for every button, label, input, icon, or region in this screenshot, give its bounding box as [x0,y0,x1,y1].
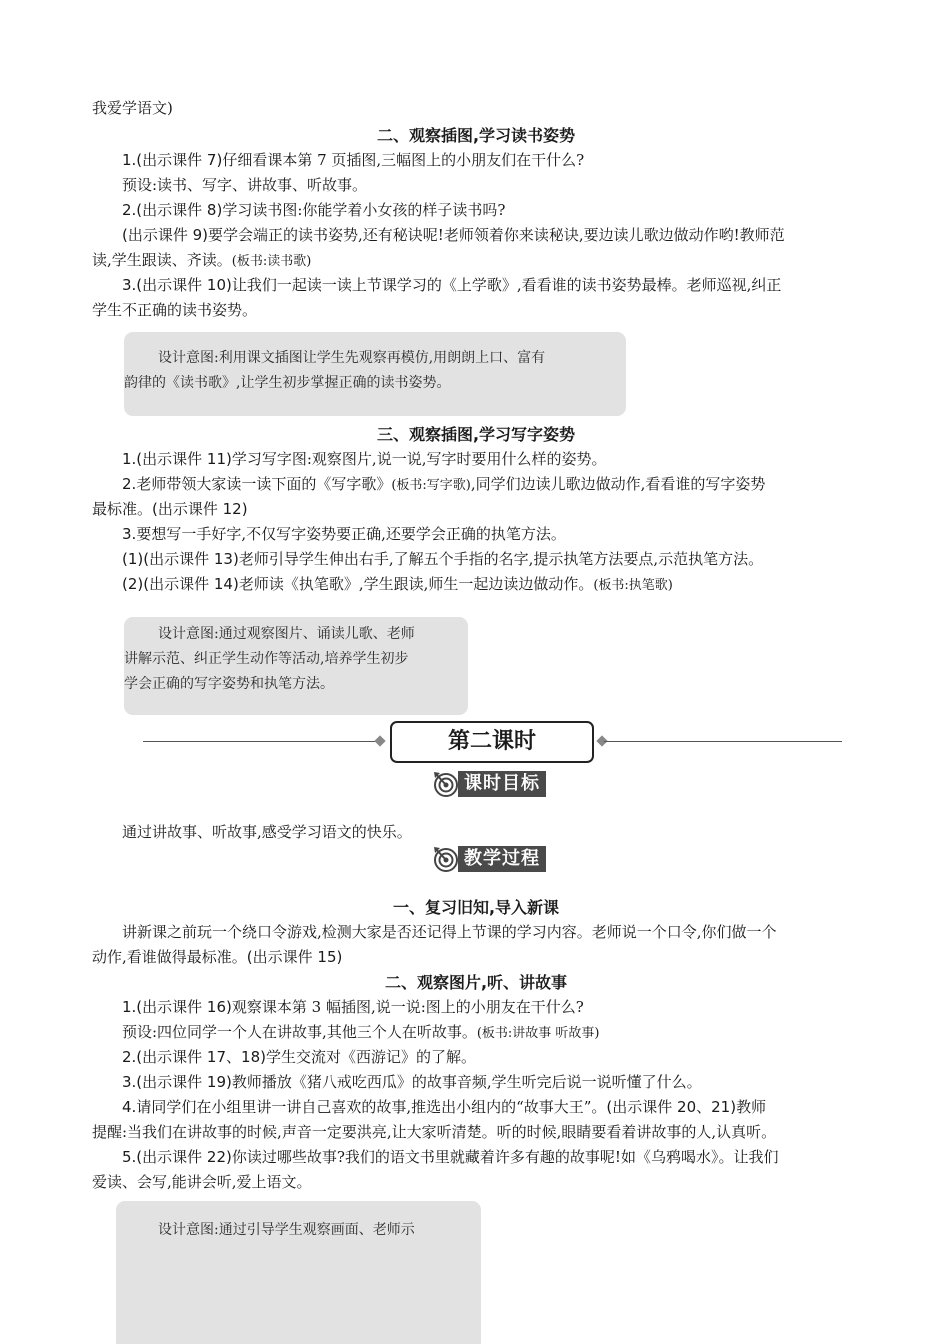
target-icon [432,770,460,798]
paragraph-continued: 爱读、会写,能讲会听,爱上语文。 [92,1173,312,1191]
board-note: (板书:执笔歌) [593,578,673,593]
paragraph: 讲新课之前玩一个绕口令游戏,检测大家是否还记得上节课的学习内容。老师说一个口令,你们做一个 [122,923,777,941]
lesson-title: 第二课时 [390,721,594,763]
paragraph: 2.老师带领大家读一读下面的《写字歌》(板书:写字歌),同学们边读儿歌边做动作,看看谁的写字姿势 [122,475,766,493]
design-intent-line: 讲解示范、纠正学生动作等活动,培养学生初步 [124,651,409,667]
courseware-tag: 5.(出示课件 22) [122,1148,232,1166]
courseware-tag: (出示课件 9) [122,226,209,244]
paragraph: (出示课件 9)要学会端正的读书姿势,还有秘诀呢!老师领着你来读秘诀,要边读儿歌边做动作哟!教师范 [122,226,785,244]
lesson-goal-text: 通过讲故事、听故事,感受学习语文的快乐。 [122,823,412,841]
paragraph-continued: 最标准。(出示课件 12) [92,500,248,518]
paragraph-continued: 动作,看谁做得最标准。(出示课件 15) [92,948,343,966]
divider-ornament [374,735,385,746]
courseware-tag: 1.(出示课件 16) [122,998,232,1016]
paragraph-continued: 学生不正确的读书姿势。 [92,301,258,319]
section-heading-stories: 二、观察图片,听、讲故事 [384,973,568,992]
paragraph: 1.(出示课件 7)仔细看课本第 7 页插图,三幅图上的小朋友们在干什么? [122,151,585,169]
courseware-tag: (出示课件 12) [152,500,248,518]
section-heading-writing-posture: 三、观察插图,学习写字姿势 [376,425,576,444]
text-fragment: 我爱学语文) [92,99,173,117]
paragraph: 3.(出示课件 19)教师播放《猪八戒吃西瓜》的故事音频,学生听完后说一说听懂了什么。 [122,1073,702,1091]
paragraph-continued: 读,学生跟读、齐读。(板书:读书歌) [92,251,312,269]
design-intent-line: 设计意图:通过引导学生观察画面、老师示 [158,1222,415,1238]
courseware-tag: 3.(出示课件 10) [122,276,232,294]
design-intent-line: 设计意图:通过观察图片、诵读儿歌、老师 [158,626,415,642]
section-heading-review: 一、复习旧知,导入新课 [392,898,560,917]
section-heading-reading-posture: 二、观察插图,学习读书姿势 [376,126,576,145]
paragraph: 4.请同学们在小组里讲一讲自己喜欢的故事,推选出小组内的“故事大王”。(出示课件 20、21)教师 [122,1098,767,1116]
paragraph: 1.(出示课件 16)观察课本第 3 幅插图,说一说:图上的小朋友在干什么? [122,998,584,1016]
board-note: (板书:讲故事 听故事) [476,1026,600,1041]
paragraph: 预设:四位同学一个人在讲故事,其他三个人在听故事。(板书:讲故事 听故事) [122,1023,600,1041]
target-icon [432,845,460,873]
paragraph: 预设:读书、写字、讲故事、听故事。 [122,176,368,194]
paragraph: 2.(出示课件 17、18)学生交流对《西游记》的了解。 [122,1048,476,1066]
paragraph: 2.(出示课件 8)学习读书图:你能学着小女孩的样子读书吗? [122,201,506,219]
divider-left [143,741,379,742]
design-intent-line: 韵律的《读书歌》,让学生初步掌握正确的读书姿势。 [124,375,451,391]
courseware-tag: 2.(出示课件 17、18) [122,1048,266,1066]
paragraph: 3.要想写一手好字,不仅写字姿势要正确,还要学会正确的执笔方法。 [122,525,566,543]
lesson-goal-badge: 课时目标 [432,770,546,798]
paragraph-continued: 提醒:当我们在讲故事的时候,声音一定要洪亮,让大家听清楚。听的时候,眼睛要看着讲故事的人,认真听。 [92,1123,777,1141]
courseware-tag: 2.(出示课件 8) [122,201,223,219]
paragraph: 3.(出示课件 10)让我们一起读一读上节课学习的《上学歌》,看看谁的读书姿势最棒。老师巡视,纠正 [122,276,782,294]
teaching-process-badge: 教学过程 [432,845,546,873]
design-intent-line: 学会正确的写字姿势和执笔方法。 [124,676,334,692]
design-intent-line: 设计意图:利用课文插图让学生先观察再模仿,用朗朗上口、富有 [158,350,546,366]
courseware-tag: (出示课件 20、21) [606,1098,737,1116]
paragraph: (2)(出示课件 14)老师读《执笔歌》,学生跟读,师生一起边读边做动作。(板书:执笔歌) [122,575,673,593]
courseware-tag: 1.(出示课件 11) [122,450,232,468]
courseware-tag: 1.(出示课件 7) [122,151,223,169]
paragraph: 5.(出示课件 22)你读过哪些故事?我们的语文书里就藏着许多有趣的故事呢!如《乌鸦喝水》。让我们 [122,1148,779,1166]
courseware-tag: (1)(出示课件 13) [122,550,239,568]
board-note: (板书:读书歌) [231,254,312,269]
courseware-tag: (2)(出示课件 14) [122,575,239,593]
divider-right [604,741,842,742]
board-note: (板书:写字歌) [391,478,471,493]
paragraph: 1.(出示课件 11)学习写字图:观察图片,说一说,写字时要用什么样的姿势。 [122,450,607,468]
courseware-tag: 3.(出示课件 19) [122,1073,232,1091]
courseware-tag: (出示课件 15) [246,948,343,966]
paragraph: (1)(出示课件 13)老师引导学生伸出右手,了解五个手指的名字,提示执笔方法要点,示范执笔方法。 [122,550,764,568]
